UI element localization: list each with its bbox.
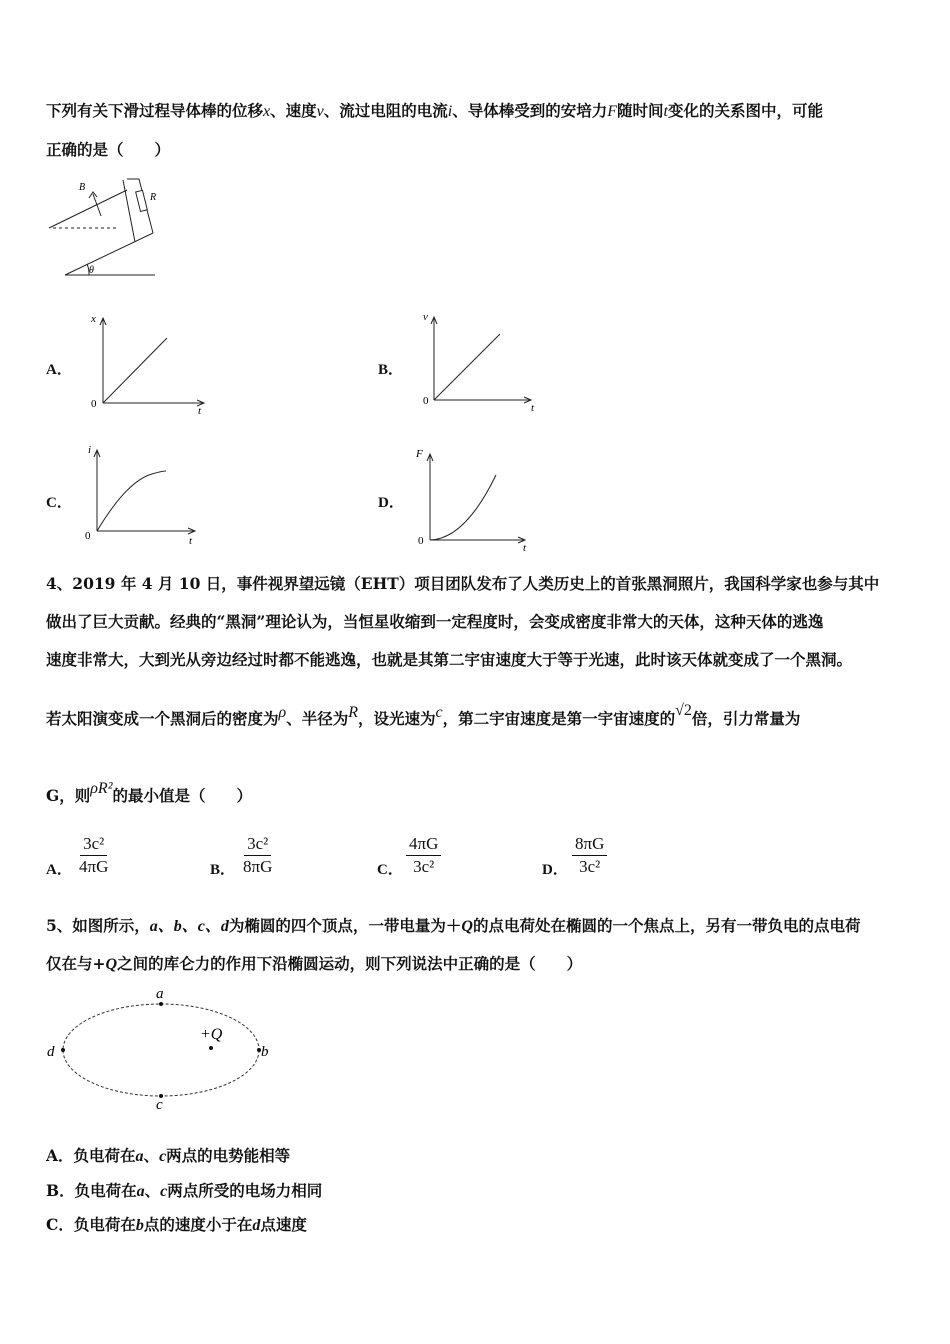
vertex-a-dot	[159, 1002, 163, 1006]
q4-option-a-fraction: $\frac{\text{3c²}}{4\pi G}$	[79, 834, 109, 876]
graph-b-curve	[434, 334, 500, 400]
graph-d	[410, 445, 540, 553]
q4-stem-line2: 做出了巨大贡献。经典的“黑洞”理论认为，当恒星收缩到一定程度时，会变成密度非常大的天体，这种天体的逃逸	[46, 612, 824, 631]
graph-b-origin: 0	[423, 395, 429, 407]
ellipse-figure	[45, 985, 285, 1115]
graph-c-y-label: i	[88, 444, 92, 456]
theta-label: θ	[89, 265, 94, 276]
vertex-a-label: a	[156, 986, 164, 1002]
vertex-b-label: b	[261, 1044, 269, 1060]
q4-option-a-label[interactable]: A．	[46, 862, 72, 878]
graph-a-y-label: x	[91, 313, 96, 325]
q3-option-c-label[interactable]: C．	[46, 495, 72, 511]
q4-stem-line4: 若太阳演变成一个黑洞后的密度为ρ、半径为R，设光速为c，第二宇宙速度是第一宇宙速度的√2倍，引力常量为	[46, 702, 801, 728]
q4-option-c-label[interactable]: C．	[377, 862, 403, 878]
graph-c	[82, 443, 212, 548]
q3-option-d-label[interactable]: D．	[378, 495, 404, 511]
graph-a-curve	[103, 338, 167, 403]
graph-b-y-label: v	[423, 311, 428, 323]
graph-a-origin: 0	[91, 398, 97, 410]
q3-stem-line2: 正确的是（ ）	[46, 140, 171, 159]
q4-stem-line1: 4、2019 年 4 月 10 日，事件视界望远镜（EHT）项目团队发布了人类历史上的首张黑洞照片，我国科学家也参与其中	[46, 574, 880, 593]
q4-option-c-fraction: $\frac{4\pi G}{\text{3c²}}$	[406, 833, 441, 878]
q3-option-b-label[interactable]: B．	[378, 362, 404, 378]
graph-b-x-label: t	[531, 402, 535, 414]
q4-option-b-fraction: $\frac{\text{3c²}}{8\pi G}$	[243, 834, 273, 876]
q5-option-a[interactable]: A．负电荷在a、c两点的电势能相等	[46, 1146, 291, 1165]
graph-c-origin: 0	[85, 530, 91, 542]
q4-option-d-label[interactable]: D．	[542, 862, 568, 878]
charge-label: +Q	[200, 1026, 223, 1043]
graph-c-x-label: t	[189, 535, 193, 547]
q4-stem-line3: 速度非常大，大到光从旁边经过时都不能逃逸，也就是其第二宇宙速度大于等于光速，此时该天体就变成了一个黑洞。	[46, 650, 853, 669]
graph-b	[418, 308, 548, 416]
graph-d-origin: 0	[418, 535, 424, 547]
incline-figure	[45, 176, 165, 281]
q3-option-a-label[interactable]: A．	[46, 362, 72, 378]
q5-option-b[interactable]: B．负电荷在a、c两点所受的电场力相同	[46, 1181, 323, 1200]
charge-dot	[209, 1046, 213, 1050]
graph-d-x-label: t	[523, 542, 527, 554]
vertex-c-label: c	[156, 1097, 163, 1113]
graph-d-y-label: F	[416, 448, 423, 460]
q4-option-b-label[interactable]: B．	[210, 862, 236, 878]
q4-option-d-fraction: $\frac{8\pi G}{\text{3c²}}$	[572, 833, 607, 878]
resistor-label: R	[150, 192, 157, 203]
q4-stem-line5: G，则ρR²的最小值是（ ）	[46, 780, 253, 805]
q5-stem-line1: 5、如图所示，a、b、c、d为椭圆的四个顶点，一带电量为＋Q的点电荷处在椭圆的一个焦点上，另有一带负电的点电荷	[46, 916, 861, 935]
vertex-d-label: d	[47, 1044, 55, 1060]
graph-c-curve	[97, 471, 166, 531]
graph-d-curve	[430, 475, 496, 540]
vertex-d-dot	[61, 1048, 65, 1052]
graph-a-x-label: t	[198, 405, 202, 417]
q5-stem-line2: 仅在与+Q之间的库仑力的作用下沿椭圆运动，则下列说法中正确的是（ ）	[46, 954, 583, 973]
graph-a	[85, 313, 215, 418]
b-field-label: B	[79, 182, 86, 193]
q5-option-c[interactable]: C．负电荷在b点的速度小于在d点速度	[46, 1215, 307, 1234]
q3-stem-line1: 下列有关下滑过程导体棒的位移x、速度v、流过电阻的电流i、导体棒受到的安培力F随时间t变化的关系图中，可能	[46, 101, 823, 120]
